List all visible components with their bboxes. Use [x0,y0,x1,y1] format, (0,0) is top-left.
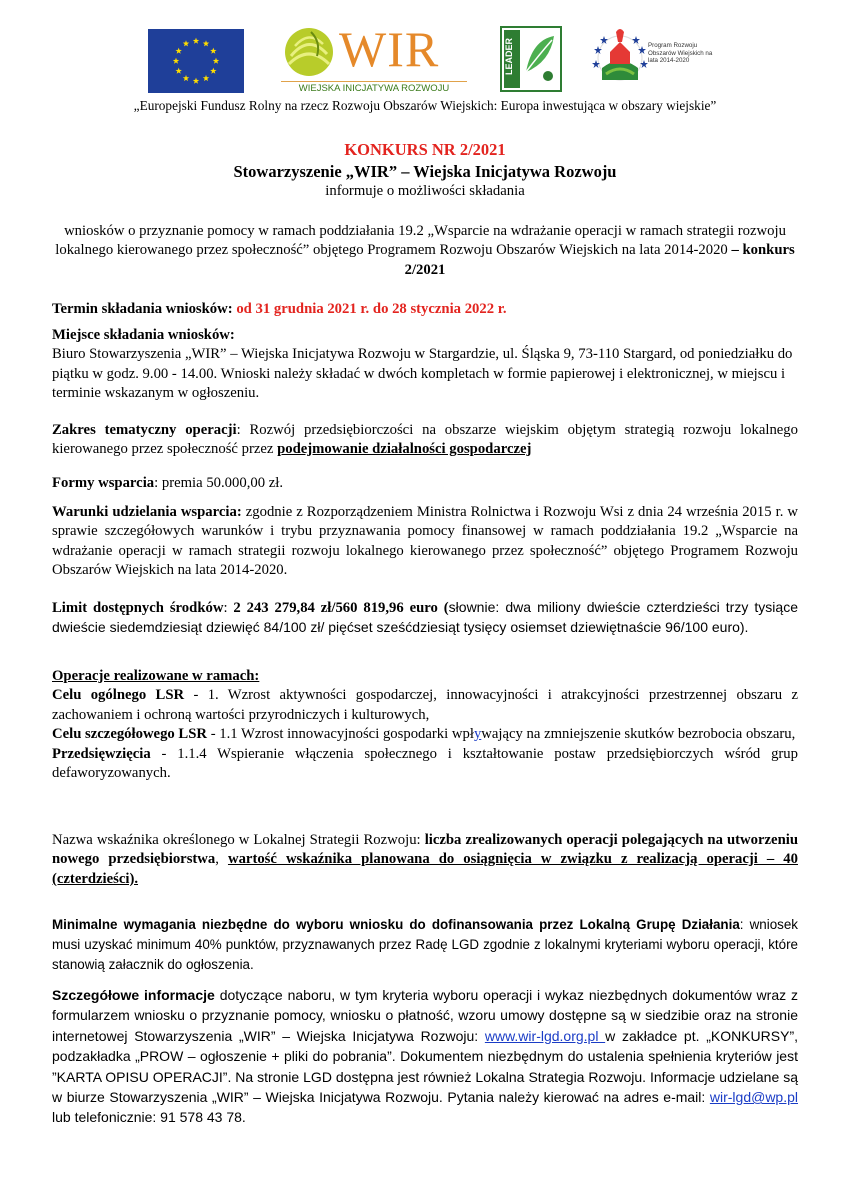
wir-subtitle: WIEJSKA INICJATYWA ROZWOJU [281,81,467,96]
leader-logo [500,26,562,92]
indicator-comma: , [215,851,228,868]
undertaking-label: Przedsięwzięcia [52,745,151,762]
support-form-paragraph [52,474,798,493]
prow-logo [590,24,720,100]
intro-text: wniosków o przyznanie pomocy w ramach poddziałania 19.2 „Wsparcie na wdrażanie operacji w ramach strategii rozwoju lokalnego kierowanego przez społeczność” objętego Programem Rozwoju Obszarów Wiejskich na lata 2014-2020 [55,223,786,259]
conditions-paragraph [52,503,798,581]
conditions-label: Warunki udzielania wsparcia: [52,504,242,520]
funds-limit-amount: 2 243 279,84 zł/560 819,96 euro ( [233,600,449,616]
specific-goal-label: Celu szczegółowego LSR [52,726,208,743]
wir-logo [281,21,467,96]
details-text: dotyczące naboru, w tym kryteria wyboru operacji i wykaz niezbędnych dokumentów wraz z formularzem wniosku o przyznanie pomocy, wniosku o płatność, wzoru umowy dostępne są w siedzibie oraz na stronie internetowej Stowarzyszenia „WIR” – Wiejska Inicjatywa Rozwoju: [52,987,798,1044]
indicator-paragraph [52,831,798,889]
scope-emphasis: podejmowanie działalności gospodarczej [277,441,532,458]
indicator-text: Nazwa wskaźnika określonego w Lokalnej Strategii Rozwoju: [52,832,425,848]
intro-contest: – konkurs 2/2021 [404,242,795,278]
association-name: Stowarzyszenie „WIR” – Wiejska Inicjatywa Rozwoju [233,162,617,181]
specific-goal-text: - 1.1 Wzrost innowacyjności gospodarki wpł [207,726,474,743]
leader-label: LEADER [504,38,514,76]
requirements-text: : wniosek musi uzyskać minimum 40% punktów, przyznawanych przez Radę LGD zgodnie z lokalnymi kryteriami wyboru operacji, które stanowią załacznik do ogłoszenia. [52,917,798,972]
location-text: Biuro Stowarzyszenia „WIR” – Wiejska Inicjatywa Rozwoju w Stargardzie, ul. Śląska 9, 73-110 Stargard, od poniedziałku do piątku w godz. 9.00 - 14.00. Wnioski należy składać w dwóch kompletach w formie papierowej i elektronicznej, w miejscu i terminie wskazanym w ogłoszeniu. [52,346,793,402]
undertaking [52,745,798,784]
details-label: Szczegółowe informacje [52,987,215,1003]
wir-wordmark: WIR [339,21,440,77]
details-text-3: lub telefonicznie: 91 578 43 78. [52,1109,246,1126]
funds-limit-colon: : [223,600,234,616]
intro-paragraph [52,222,798,280]
deadline-label: Termin składania wniosków: [52,301,237,317]
funds-limit-label: Limit dostępnych środków [52,600,224,616]
location-paragraph [52,326,798,404]
conditions-text: zgodnie z Rozporządzeniem Ministra Rolnictwa i Rozwoju Wsi z dnia 24 września 2015 r. w sprawie szczegółowych warunków i trybu przyznawania pomocy finansowej w ramach poddziałania 19.2 „Wsparcie na wdrażanie operacji w ramach strategii rozwoju lokalnego kierowanego przez społeczność” objętego Programem Rozwoju Obszarów Wiejskich na lata 2014-2020. [52,504,798,579]
tagline: „Europejski Fundusz Rolny na rzecz Rozwoju Obszarów Wiejskich: Europa inwestująca w obszary wiejskie” [133,98,717,113]
funds-limit-words: słownie: dwa miliony dwieście czterdzieści trzy tysiące dwieście siedemdziesiąt dziewięć 84/100 zł/ pięćset sześćdziesiąt tysięcy osiemset dziewiętnaście 96/100 euro). [52,599,798,636]
location-label: Miejsce składania wniosków: [52,327,235,343]
operations-heading: Operacje realizowane w ramach: [52,668,260,684]
email-link[interactable]: wir-lgd@wp.pl [709,1089,798,1106]
website-link[interactable]: www.wir-lgd.org.pl [484,1027,606,1044]
general-goal-label: Celu ogólnego LSR [52,687,185,704]
scope-text: : Rozwój przedsiębiorczości na obszarze wiejskim objętym strategią rozwoju lokalnego kierowanego przez społeczność przez [52,422,798,458]
funds-limit-paragraph [52,598,798,639]
deadline-value: od 31 grudnia 2021 r. do 28 stycznia 2022 r. [236,301,507,317]
scope-label: Zakres tematyczny operacji [52,422,237,438]
prow-label: Program Rozwoju Obszarów Wiejskich na lata 2014-2020 [648,42,713,65]
general-goal [52,686,798,725]
operations-section [52,667,798,783]
support-form-text: : premia 50.000,00 zł. [154,475,284,491]
contest-number: KONKURS NR 2/2021 [344,140,506,159]
undertaking-text: - 1.1.4 Wspieranie włączenia społecznego i kształtowanie postaw przedsiębiorczych wśród grup defaworyzowanych. [52,745,798,782]
requirements-label: Minimalne wymagania niezbędne do wyboru wniosku do dofinansowania przez Lokalną Grupę Działania [52,917,740,932]
specific-goal-text-link: y [473,726,482,743]
details-text-2: w zakładce pt. „KONKURSY”, podzakładka „PROW – ogłoszenie + pliki do pobrania”. Dokumentem niezbędnym do ustalenia spełnienia kryteriów jest ”KARTA OPISU OPERACJI”. Na stronie LGD dostępna jest również Lokalna Strategia Rozwoju. Informacje udzielane są w biurze Stowarzyszenia „WIR” – Wiejska Inicjatywa Rozwoju. Pytania należy kierować na adres e-mail: [52,1027,798,1106]
indicator-name: liczba zrealizowanych operacji polegających na utworzeniu nowego przedsiębiorstwa [52,832,798,868]
deadline-paragraph [52,300,798,319]
details-paragraph [52,986,798,1129]
specific-goal-text-rest: wający na zmniejszenie skutków bezrobocia obszaru, [481,726,796,743]
specific-goal [52,725,798,744]
requirements-paragraph [52,915,798,975]
announcement-line: informuje o możliwości składania [325,183,525,199]
general-goal-text: - 1. Wzrost aktywności gospodarczej, innowacyjności i atrakcyjności przestrzennej obszaru z zachowaniem i ochroną wartości przyrodniczych i kulturowych, [52,687,799,723]
eu-flag-icon [148,29,244,93]
scope-paragraph [52,421,798,460]
support-form-label: Formy wsparcia [52,475,155,491]
logo-bar [0,21,848,96]
indicator-value: wartość wskaźnika planowana do osiągnięcia w związku z realizacją operacji – 40 (czterdzieści). [52,851,798,887]
